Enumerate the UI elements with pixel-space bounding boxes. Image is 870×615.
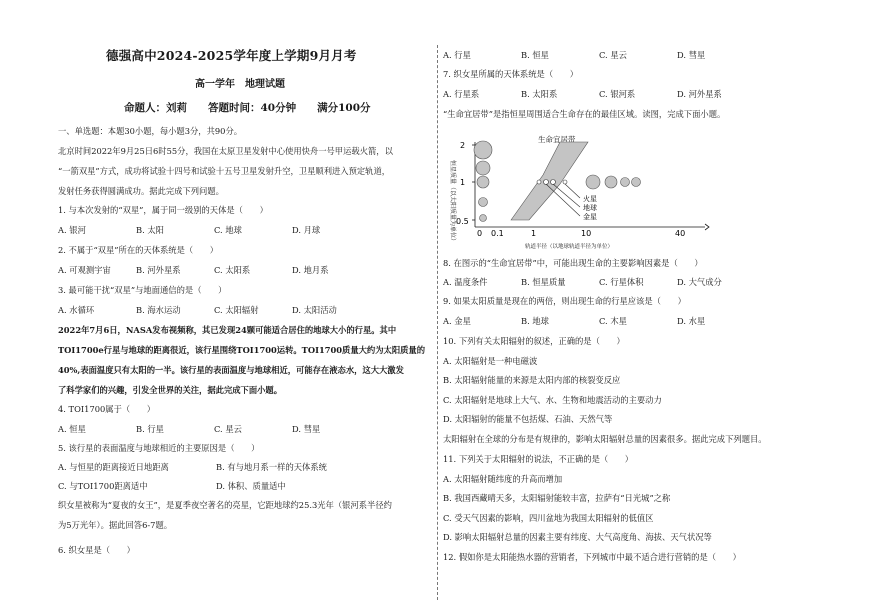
option[interactable]: A. 行星 <box>443 50 471 60</box>
option[interactable]: B. 有与地月系一样的天体系统 <box>216 462 327 472</box>
star-circle <box>476 161 490 175</box>
x-tick-label: 10 <box>581 229 592 238</box>
option[interactable]: B. 恒星质量 <box>521 277 566 287</box>
passage-1-line: 发射任务获得圆满成功。据此完成下列问题。 <box>58 186 224 196</box>
option[interactable]: C. 行星体积 <box>599 277 644 287</box>
x-axis-arrow <box>705 224 709 230</box>
x-axis-label: 轨道半径（以地球轨道半径为单位） <box>525 244 614 250</box>
option[interactable]: C. 木星 <box>599 316 627 326</box>
question-3-stem: 3. 最可能干扰“双星”与地面通信的是（ ） <box>58 285 227 295</box>
passage-1-line: 北京时间2022年9月25日6时55分，我国在太原卫星发射中心使用快舟一号甲运载火箭，以 <box>58 146 393 156</box>
planet-circle <box>632 178 641 187</box>
option[interactable]: D. 彗星 <box>677 50 706 60</box>
x-tick-label: 0.1 <box>491 229 504 238</box>
habitable-zone-band <box>511 142 588 220</box>
option[interactable]: B. 恒星 <box>521 50 549 60</box>
planet-label-earth: 地球 <box>583 204 597 212</box>
option[interactable]: A. 金星 <box>443 316 471 326</box>
planet-circle <box>605 176 617 188</box>
exam-meta: 命题人：刘莉 答题时间：40分钟 满分100分 <box>124 102 371 114</box>
section-heading: 一、单选题：本题30小题，每小题3分，共90分。 <box>58 126 243 136</box>
chart-title: 生命宜居带 <box>538 135 576 144</box>
question-12-stem: 12. 假如你是太阳能热水器的营销者，下列城市中最不适合进行营销的是（ ） <box>443 552 741 562</box>
y-axis-label <box>449 160 457 244</box>
option[interactable]: A. 行星系 <box>443 89 480 99</box>
option[interactable]: C. 太阳辐射 <box>214 305 259 315</box>
option[interactable]: D. 月球 <box>292 225 321 235</box>
question-6-stem: 6. 织女星是（ ） <box>58 545 135 555</box>
option[interactable]: A. 水循环 <box>58 305 95 315</box>
option[interactable]: C. 星云 <box>214 424 242 434</box>
planet-circle <box>544 180 549 185</box>
exam-subtitle: 高一学年 地理试题 <box>195 79 285 90</box>
question-11-stem: 11. 下列关于太阳辐射的说法，不正确的是（ ） <box>443 454 634 464</box>
option[interactable]: D. 彗星 <box>292 424 321 434</box>
passage-3-line: 织女星被称为“夏夜的女王”，是夏季夜空著名的亮星，它距地球约25.3光年（银河系半径约 <box>58 500 392 510</box>
option[interactable]: A. 温度条件 <box>443 277 488 287</box>
question-8-stem: 8. 在图示的“生命宜居带”中，可能出现生命的主要影响因素是（ ） <box>443 258 703 268</box>
option[interactable]: A. 恒星 <box>58 424 86 434</box>
option[interactable]: C. 太阳系 <box>214 265 251 275</box>
y-tick-label: 1 <box>460 178 466 187</box>
option[interactable]: C. 受天气因素的影响，四川盆地为我国太阳辐射的低值区 <box>443 513 654 523</box>
option[interactable]: A. 与恒星的距离接近日地距离 <box>58 462 169 472</box>
star-circle <box>474 141 492 159</box>
passage-2-line: TOI1700e行星与地球的距离很近，该行星围绕TOI1700运转。TOI1700质量大约为太阳质量的 <box>58 345 426 355</box>
planet-circle <box>551 180 556 185</box>
passage-2-line: 2022年7月6日，NASA发布视频称，其已发现24颗可能适合居住的地球大小的行星。其中 <box>58 325 397 335</box>
star-circle <box>479 198 488 207</box>
option[interactable]: B. 河外星系 <box>136 265 181 275</box>
question-1-options <box>58 225 370 236</box>
star-circle <box>480 215 487 222</box>
passage-2-line: 了科学家们的兴趣，引发全世界的关注，据此完成下面小题。 <box>58 385 283 395</box>
option[interactable]: C. 地球 <box>214 225 242 235</box>
option[interactable]: B. 行星 <box>136 424 164 434</box>
question-9-options <box>443 316 755 327</box>
option[interactable]: B. 太阳辐射能量的来源是太阳内部的核裂变反应 <box>443 375 621 385</box>
question-3-options <box>58 305 370 316</box>
option[interactable]: B. 海水运动 <box>136 305 181 315</box>
question-6-options <box>443 50 755 61</box>
x-tick-label: 40 <box>675 229 686 238</box>
option[interactable]: D. 水星 <box>677 316 706 326</box>
option[interactable]: D. 大气成分 <box>677 277 722 287</box>
habitable-zone-diagram <box>443 130 743 255</box>
option[interactable]: C. 星云 <box>599 50 627 60</box>
planet-circle <box>586 175 600 189</box>
question-4-options <box>58 424 370 435</box>
column-divider <box>437 45 438 600</box>
option[interactable]: D. 太阳辐射的能量不包括煤、石油、天然气等 <box>443 414 613 424</box>
planet-circle <box>537 180 541 184</box>
option[interactable]: B. 我国西藏晴天多，太阳辐射能较丰富，拉萨有“日光城”之称 <box>443 493 671 503</box>
option[interactable]: C. 与TOI1700距离适中 <box>58 481 148 491</box>
y-axis-label-text: 恒星质量（以太阳质量为单位） <box>449 160 456 245</box>
planet-label-mars: 火星 <box>583 195 597 203</box>
option[interactable]: C. 银河系 <box>599 89 636 99</box>
star-circle <box>477 176 489 188</box>
x-tick-label: 1 <box>531 229 537 238</box>
question-4-stem: 4. TOI1700属于（ ） <box>58 404 156 414</box>
question-5-stem: 5. 该行星的表面温度与地球相近的主要原因是（ ） <box>58 443 260 453</box>
option[interactable]: A. 太阳辐射是一种电磁波 <box>443 356 538 366</box>
question-7-options <box>443 89 755 100</box>
exam-title: 德强高中2024-2025学年度上学期9月月考 <box>106 48 357 63</box>
passage-4-line: “生命宜居带”是指恒星周围适合生命存在的最佳区域。读图，完成下面小题。 <box>443 109 726 119</box>
option[interactable]: D. 地月系 <box>292 265 329 275</box>
option[interactable]: B. 地球 <box>521 316 549 326</box>
option[interactable]: D. 河外星系 <box>677 89 722 99</box>
y-tick-label: 2 <box>460 141 466 150</box>
question-10-stem: 10. 下列有关太阳辐射的叙述，正确的是（ ） <box>443 336 625 346</box>
question-1-stem: 1. 与本次发射的“双星”，属于同一级别的天体是（ ） <box>58 205 268 215</box>
question-8-options <box>443 277 755 288</box>
planet-label-venus: 金星 <box>583 213 597 221</box>
option[interactable]: D. 体积、质量适中 <box>216 481 286 491</box>
question-7-stem: 7. 织女星所属的天体系统是（ ） <box>443 69 579 79</box>
option[interactable]: C. 太阳辐射是地球上大气、水、生物和地震活动的主要动力 <box>443 395 662 405</box>
option[interactable]: A. 可观测宇宙 <box>58 265 111 275</box>
question-9-stem: 9. 如果太阳质量是现在的两倍，则出现生命的行星应该是（ ） <box>443 296 686 306</box>
y-tick-label: 0.5 <box>456 217 469 226</box>
option[interactable]: A. 银河 <box>58 225 86 235</box>
passage-2-line: 40%,表面温度只有太阳的一半。该行星的表面温度与地球相近，可能存在液态水，这大大激发 <box>58 365 404 375</box>
passage-3-line: 为5万光年）。据此回答6-7题。 <box>58 520 173 530</box>
option[interactable]: B. 太阳 <box>136 225 164 235</box>
passage-1-line: “一箭双星”方式，成功将试验十四号和试验十五号卫星发射升空，卫星顺利进入预定轨道， <box>58 166 391 176</box>
planet-circle <box>621 178 630 187</box>
question-2-stem: 2. 不属于“双星”所在的天体系统是（ ） <box>58 245 219 255</box>
option[interactable]: D. 影响太阳辐射总量的因素主要有纬度、大气高度角、海拔、天气状况等 <box>443 532 712 542</box>
question-2-options <box>58 265 370 276</box>
x-tick-label: 0 <box>477 229 483 238</box>
planet-circle <box>563 180 567 184</box>
passage-5-line: 太阳辐射在全球的分布是有规律的，影响太阳辐射总量的因素很多。据此完成下列题目。 <box>443 434 767 444</box>
option[interactable]: D. 太阳活动 <box>292 305 337 315</box>
option[interactable]: A. 太阳辐射随纬度的升高而增加 <box>443 474 563 484</box>
option[interactable]: B. 太阳系 <box>521 89 558 99</box>
